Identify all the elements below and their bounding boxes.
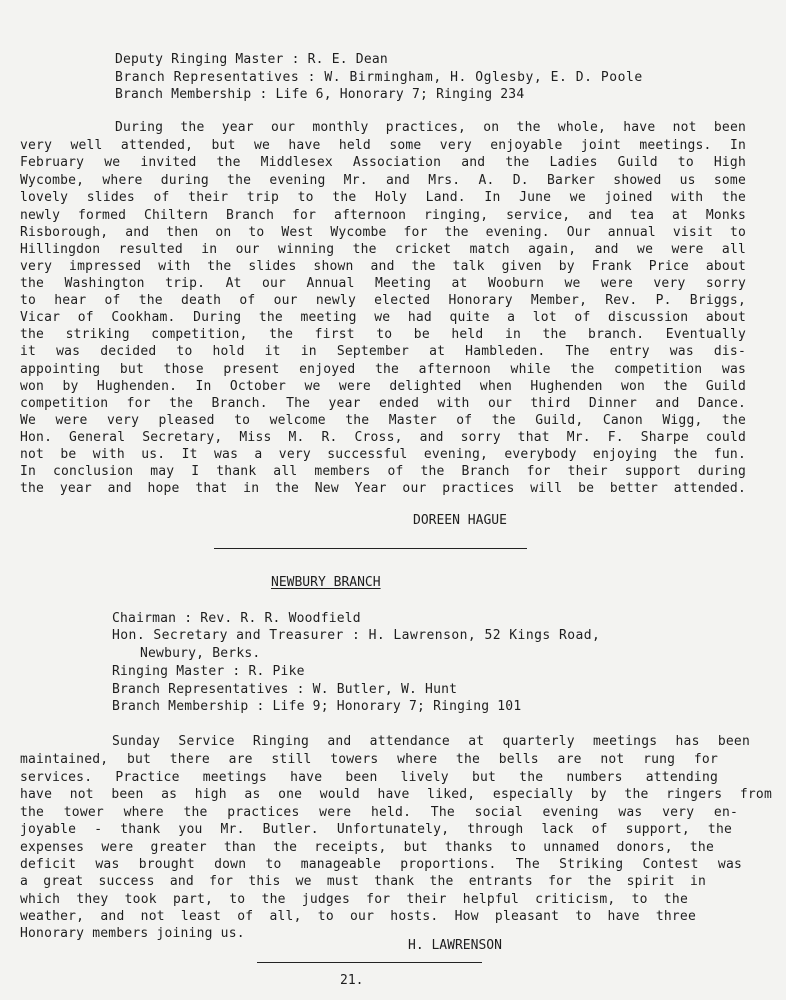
newbury-branch-heading: NEWBURY BRANCH xyxy=(271,575,381,590)
report2-line: maintained, but there are still towers where the bells are not rung for xyxy=(20,752,718,767)
officer-line: Branch Membership : Life 6, Honorary 7; Ringing 234 xyxy=(115,87,525,102)
report2-line: deficit was brought down to manageable proportions. The Striking Contest was xyxy=(20,857,742,872)
report2-line: have not been as high as one would have liked, especially by the ringers from xyxy=(20,787,772,802)
report1-line: not be with us. It was a very successful evening, everybody enjoying the fun. xyxy=(20,447,746,462)
officer-line: Deputy Ringing Master : R. E. Dean xyxy=(115,52,388,67)
officer-line: Chairman : Rev. R. R. Woodfield xyxy=(112,611,361,626)
report1-line: newly formed Chiltern Branch for afternoon ringing, service, and tea at Monks xyxy=(20,208,746,223)
report1-line: Wycombe, where during the evening Mr. and Mrs. A. D. Barker showed us some xyxy=(20,173,746,188)
footer-divider xyxy=(257,962,482,963)
officer-line: Hon. Secretary and Treasurer : H. Lawrenson, 52 Kings Road, xyxy=(112,628,601,643)
report2-line: joyable - thank you Mr. Butler. Unfortunately, through lack of support, the xyxy=(20,822,732,837)
report1-line: appointing but those present enjoyed the afternoon while the competition was xyxy=(20,362,746,377)
report1-line: In conclusion may I thank all members of the Branch for their support during xyxy=(20,464,746,479)
report2-line: expenses were greater than the receipts, but thanks to unnamed donors, the xyxy=(20,840,714,855)
report1-line: very impressed with the slides shown and the talk given by Frank Price about xyxy=(20,259,746,274)
report1-line: to hear of the death of our newly elected Honorary Member, Rev. P. Briggs, xyxy=(20,293,746,308)
report1-line: the striking competition, the first to be held in the branch. Eventually xyxy=(20,327,746,342)
officer-line: Newbury, Berks. xyxy=(140,646,261,661)
report1-line: it was decided to hold it in September at Hambleden. The entry was dis- xyxy=(20,344,746,359)
officer-line: Branch Representatives : W. Butler, W. Hunt xyxy=(112,682,458,697)
report2-line: services. Practice meetings have been lively but the numbers attending xyxy=(20,770,718,785)
report1-line: Hillingdon resulted in our winning the cricket match again, and we were all xyxy=(20,242,746,257)
officer-line: Ringing Master : R. Pike xyxy=(112,664,305,679)
report2-line: a great success and for this we must thank the entrants for the spirit in xyxy=(20,874,706,889)
report1-line: Hon. General Secretary, Miss M. R. Cross, and sorry that Mr. F. Sharpe could xyxy=(20,430,746,445)
report2-line: Honorary members joining us. xyxy=(20,926,245,941)
report2-line: which they took part, to the judges for their helpful criticism, to the xyxy=(20,892,688,907)
page-number: 21. xyxy=(340,973,364,988)
section-divider xyxy=(214,548,527,549)
report2-line: weather, and not least of all, to our hosts. How pleasant to have three xyxy=(20,909,696,924)
report1-line: During the year our monthly practices, on the whole, have not been xyxy=(115,120,746,135)
report2-line: Sunday Service Ringing and attendance at quarterly meetings has been xyxy=(112,734,750,749)
signature-doreen-hague: DOREEN HAGUE xyxy=(413,513,507,528)
report1-line: very well attended, but we have held some very enjoyable joint meetings. In xyxy=(20,138,746,153)
report1-line: competition for the Branch. The year ended with our third Dinner and Dance. xyxy=(20,396,746,411)
report1-line: February we invited the Middlesex Association and the Ladies Guild to High xyxy=(20,155,746,170)
report2-line: the tower where the practices were held. The social evening was very en- xyxy=(20,805,738,820)
officer-line: Branch Representatives : W. Birmingham, H. Oglesby, E. D. Poole xyxy=(115,70,643,85)
report1-line: the year and hope that in the New Year our practices will be better attended. xyxy=(20,481,746,496)
signature-h-lawrenson: H. LAWRENSON xyxy=(408,938,502,953)
officer-line: Branch Membership : Life 9; Honorary 7; Ringing 101 xyxy=(112,699,522,714)
report1-line: lovely slides of their trip to the Holy Land. In June we joined with the xyxy=(20,190,746,205)
report1-line: the Washington trip. At our Annual Meeting at Wooburn we were very sorry xyxy=(20,276,746,291)
report1-line: Vicar of Cookham. During the meeting we had quite a lot of discussion about xyxy=(20,310,746,325)
report1-line: Risborough, and then on to West Wycombe for the evening. Our annual visit to xyxy=(20,225,746,240)
report1-line: won by Hughenden. In October we were delighted when Hughenden won the Guild xyxy=(20,379,746,394)
report1-line: We were very pleased to welcome the Master of the Guild, Canon Wigg, the xyxy=(20,413,746,428)
